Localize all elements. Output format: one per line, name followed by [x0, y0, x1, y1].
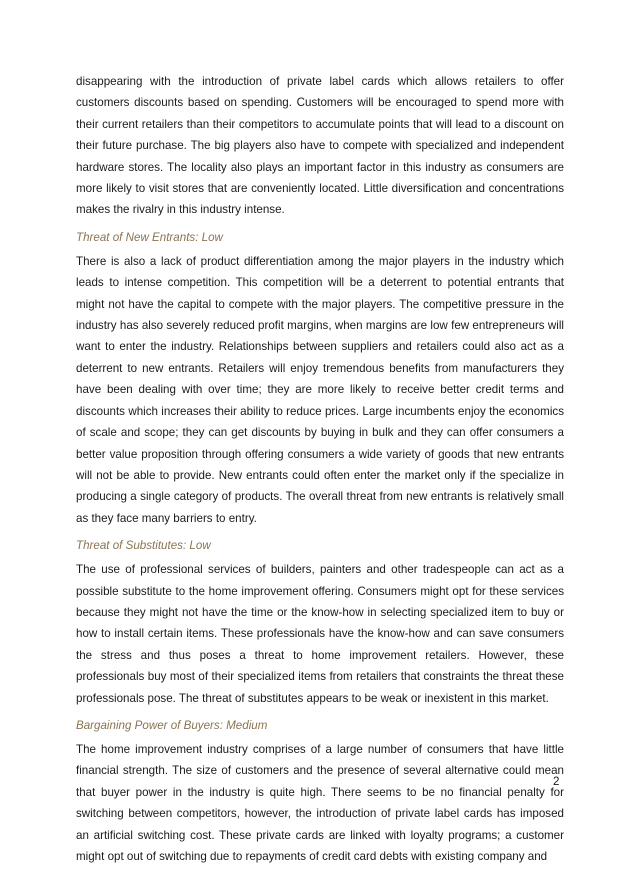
page-content	[76, 71, 564, 875]
heading-bargaining-power-of-buyers: Bargaining Power of Buyers: Medium	[76, 718, 268, 732]
paragraph-substitutes: The use of professional services of builders, painters and other tradespeople can act as a possible substitute to the home improvement offering. Consumers might opt for these services because they might not have the time or the know-how in selecting specialized item to buy or how to install certain items. These professionals have the know-how and can save consumers the stress and thus poses a threat to home improvement retailers. However, these professionals buy most of their specialized items from retailers that constraints the threat these professionals pose. The threat of substitutes appears to be weak or inexistent in this market.	[76, 563, 564, 705]
heading-threat-of-new-entrants: Threat of New Entrants: Low	[76, 230, 223, 244]
heading-threat-of-substitutes: Threat of Substitutes: Low	[76, 539, 211, 553]
paragraph-buyers: The home improvement industry comprises of a large number of consumers that have little financial strength. The size of customers and the presence of several alternative could mean that buyer power in the industry is quite high. There seems to be no financial penalty for switching between competitors, however, the introduction of private label cards has imposed an artificial switching cost. These private cards are linked with loyalty programs; a customer might opt out of switching due to repayments of credit card debts with existing company and	[76, 742, 564, 863]
paragraph-new-entrants: There is also a lack of product differentiation among the major players in the industry which leads to intense competition. This competition will be a deterrent to potential entrants that might not have the capital to compete with the major players. The competitive pressure in the industry has also severely reduced profit margins, when margins are low few entrepreneurs will want to enter the industry. Relationships between suppliers and retailers could also act as a deterrent to new entrants. Retailers will enjoy tremendous benefits from manufacturers they have been dealing with over time; they are more likely to receive better credit terms and discounts which increases their ability to reduce prices. Large incumbents enjoy the economics of scale and scope; they can get discounts by buying in bulk and they can offer consumers a better value proposition through offering consumers a wide variety of goods that new entrants will not be able to provide. New entrants could often enter the market only if the specialize in producing a single category of products. The overall threat from new entrants is relatively small as they face many barriers to entry.	[76, 254, 564, 525]
paragraph-rivalry-continued: disappearing with the introduction of private label cards which allows retailers to offer customers discounts based on spending. Customers will be encouraged to spend more with their current retailers than their competitors to accumulate points that will lead to a discount on their future purchase. The big players also have to compete with specialized and independent hardware stores. The locality also plays an important factor in this industry as consumers are more likely to visit stores that are conveniently located. Little diversification and concentrations makes the rivalry in this industry intense.	[76, 75, 564, 217]
page-number: 2	[553, 775, 560, 788]
